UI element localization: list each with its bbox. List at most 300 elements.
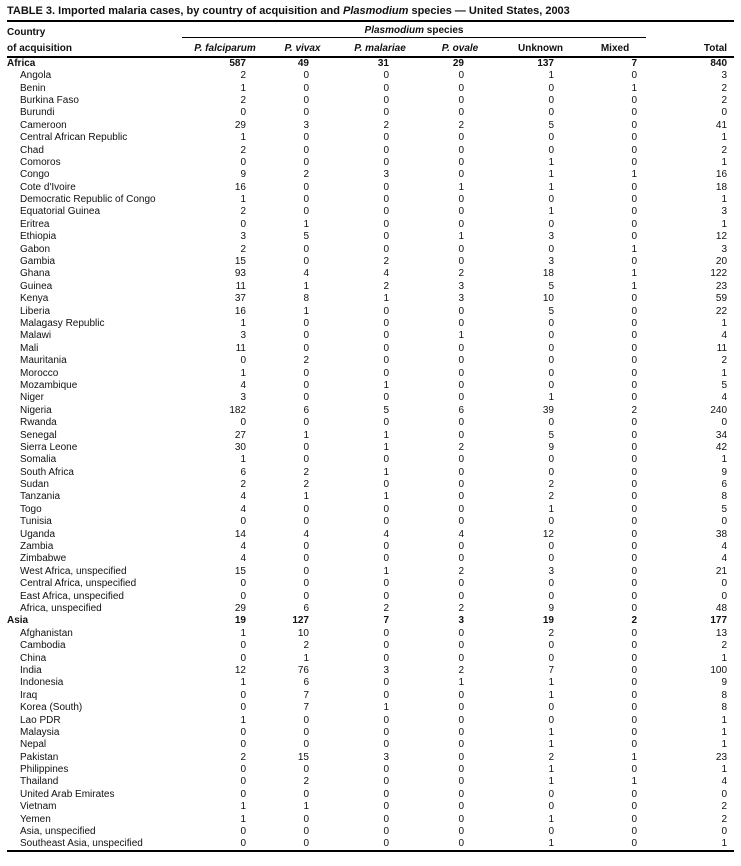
value-cell: 0 <box>458 107 464 119</box>
value-cell: 0 <box>240 218 246 230</box>
value-cell: 34 <box>715 429 728 441</box>
value-cell: 0 <box>383 578 389 590</box>
value-cell: 4 <box>721 776 728 788</box>
value-cell: 0 <box>303 553 309 565</box>
value-cell: 0 <box>631 318 638 329</box>
table-body <box>7 57 734 851</box>
country-cell: Ethiopia <box>20 231 57 243</box>
value-cell: 4 <box>721 392 728 404</box>
table-row <box>7 652 734 664</box>
value-cell: 2 <box>548 479 554 491</box>
table-row <box>7 454 734 466</box>
value-cell: 0 <box>458 132 464 144</box>
country-cell: Senegal <box>20 429 57 441</box>
value-cell: 0 <box>631 764 638 776</box>
value-cell: 1 <box>240 367 246 379</box>
value-cell: 1 <box>548 392 554 404</box>
value-cell: 1 <box>303 218 309 230</box>
value-cell: 0 <box>548 454 554 466</box>
value-cell: 0 <box>303 788 309 800</box>
value-cell: 0 <box>383 181 389 193</box>
value-cell: 0 <box>383 776 389 788</box>
value-cell: 5 <box>303 231 309 243</box>
value-cell: 3 <box>721 206 728 218</box>
value-cell: 0 <box>383 367 389 379</box>
value-cell: 0 <box>383 516 389 528</box>
value-cell: 0 <box>548 82 554 94</box>
value-cell: 0 <box>458 144 464 156</box>
value-cell: 0 <box>303 181 309 193</box>
table-row <box>7 739 734 751</box>
value-cell: 2 <box>240 144 246 156</box>
country-cell: Comoros <box>20 156 61 168</box>
value-cell: 0 <box>631 342 638 354</box>
value-cell: 0 <box>631 541 638 553</box>
value-cell: 0 <box>631 392 638 404</box>
value-cell: 0 <box>240 726 246 738</box>
value-cell: 1 <box>631 751 638 763</box>
value-cell: 4 <box>721 541 728 553</box>
value-cell: 0 <box>548 702 554 714</box>
table-row <box>7 838 734 851</box>
value-cell: 0 <box>631 417 638 429</box>
value-cell: 1 <box>458 677 464 689</box>
country-cell: Thailand <box>20 776 59 788</box>
value-cell: 0 <box>303 194 309 206</box>
value-cell: 0 <box>548 801 554 813</box>
value-cell: 0 <box>303 726 309 738</box>
value-cell: 0 <box>548 826 554 838</box>
value-cell: 0 <box>303 578 309 590</box>
value-cell: 1 <box>548 156 554 168</box>
table-row <box>7 194 734 206</box>
value-cell: 0 <box>631 379 638 391</box>
value-cell: 0 <box>383 479 389 491</box>
value-cell: 0 <box>548 379 554 391</box>
value-cell: 1 <box>721 764 728 776</box>
table-row <box>7 776 734 788</box>
country-cell: Kenya <box>20 293 49 305</box>
value-cell: 0 <box>458 218 464 230</box>
value-cell: 1 <box>631 243 638 255</box>
value-cell: 0 <box>631 590 638 602</box>
value-cell: 0 <box>383 194 389 206</box>
value-cell: 48 <box>715 602 728 614</box>
value-cell: 2 <box>303 169 309 181</box>
value-cell: 2 <box>721 144 728 156</box>
value-cell: 0 <box>631 565 638 577</box>
value-cell: 11 <box>235 280 246 292</box>
value-cell: 39 <box>542 404 554 416</box>
value-cell: 42 <box>715 441 728 453</box>
value-cell: 0 <box>383 144 389 156</box>
country-cell: Democratic Republic of Congo <box>20 194 156 206</box>
value-cell: 1 <box>721 726 728 738</box>
table-row <box>7 789 734 801</box>
value-cell: 0 <box>631 503 638 515</box>
table-row <box>7 132 734 144</box>
value-cell: 0 <box>631 578 638 590</box>
value-cell: 0 <box>240 826 246 838</box>
table-row <box>7 615 734 627</box>
value-cell: 3 <box>548 231 554 243</box>
value-cell: 1 <box>240 813 246 825</box>
table-row <box>7 665 734 677</box>
country-cell: Korea (South) <box>20 702 83 714</box>
value-cell: 0 <box>631 330 638 342</box>
value-cell: 1 <box>383 565 389 577</box>
table-row <box>7 169 734 181</box>
value-cell: 0 <box>631 429 638 441</box>
value-cell: 1 <box>458 181 464 193</box>
value-cell: 12 <box>715 231 728 243</box>
value-cell: 1 <box>240 801 246 813</box>
value-cell: 2 <box>240 206 246 218</box>
table-row <box>7 640 734 652</box>
value-cell: 1 <box>721 652 728 664</box>
country-cell: East Africa, unspecified <box>20 590 124 602</box>
value-cell: 19 <box>542 615 554 627</box>
value-cell: 0 <box>383 689 389 701</box>
table-row <box>7 826 734 838</box>
value-cell: 1 <box>383 441 389 453</box>
value-cell: 2 <box>383 280 389 292</box>
col-header-p-vivax: P. vivax <box>268 38 337 58</box>
country-cell: Mali <box>20 342 39 354</box>
value-cell: 0 <box>548 218 554 230</box>
value-cell: 0 <box>631 528 638 540</box>
value-cell: 11 <box>716 342 728 354</box>
value-cell: 1 <box>458 330 464 342</box>
country-cell: Togo <box>20 503 42 515</box>
document-page <box>7 4 734 852</box>
value-cell: 4 <box>240 379 246 391</box>
country-cell: Zimbabwe <box>20 553 67 565</box>
value-cell: 1 <box>721 739 728 751</box>
value-cell: 0 <box>631 466 638 478</box>
value-cell: 1 <box>721 156 728 168</box>
country-cell: Congo <box>20 169 50 181</box>
value-cell: 0 <box>303 70 309 82</box>
value-cell: 12 <box>234 664 246 676</box>
value-cell: 16 <box>715 169 728 181</box>
value-cell: 5 <box>548 305 554 317</box>
table-row <box>7 330 734 342</box>
country-cell: Central Africa, unspecified <box>20 578 137 590</box>
value-cell: 1 <box>303 491 309 503</box>
value-cell: 0 <box>303 764 309 776</box>
value-cell: 0 <box>303 826 309 838</box>
value-cell: 0 <box>548 578 554 590</box>
value-cell: 0 <box>631 491 638 503</box>
value-cell: 0 <box>383 305 389 317</box>
country-cell: Guinea <box>20 280 53 292</box>
country-cell: China <box>20 652 47 664</box>
value-cell: 0 <box>303 813 309 825</box>
value-cell: 1 <box>548 677 554 689</box>
value-cell: 6 <box>303 404 309 416</box>
species-group-rest: species <box>424 25 464 36</box>
value-cell: 0 <box>383 355 389 367</box>
value-cell: 0 <box>721 826 728 838</box>
value-cell: 2 <box>458 441 464 453</box>
value-cell: 2 <box>721 813 728 825</box>
table-row <box>7 281 734 293</box>
value-cell: 2 <box>458 119 464 131</box>
value-cell: 0 <box>458 640 464 652</box>
value-cell: 0 <box>458 206 464 218</box>
value-cell: 18 <box>715 181 728 193</box>
value-cell: 7 <box>383 615 389 627</box>
value-cell: 0 <box>383 342 389 354</box>
value-cell: 6 <box>458 404 464 416</box>
country-cell: Gabon <box>20 243 51 255</box>
value-cell: 1 <box>303 429 309 441</box>
table-row <box>7 442 734 454</box>
value-cell: 0 <box>303 392 309 404</box>
value-cell: 6 <box>303 602 309 614</box>
value-cell: 0 <box>458 702 464 714</box>
value-cell: 23 <box>715 751 728 763</box>
value-cell: 38 <box>715 528 728 540</box>
value-cell: 1 <box>721 218 728 230</box>
value-cell: 0 <box>548 541 554 553</box>
table-row <box>7 57 734 70</box>
col-header-p-falciparum: P. falciparum <box>182 38 268 58</box>
value-cell: 0 <box>458 764 464 776</box>
value-cell: 0 <box>458 342 464 354</box>
country-cell: Vietnam <box>20 801 57 813</box>
value-cell: 6 <box>303 677 309 689</box>
value-cell: 3 <box>303 119 309 131</box>
value-cell: 0 <box>383 82 389 94</box>
value-cell: 0 <box>383 801 389 813</box>
value-cell: 0 <box>631 739 638 751</box>
value-cell: 0 <box>631 206 638 218</box>
value-cell: 1 <box>303 801 309 813</box>
country-cell: Cambodia <box>20 640 66 652</box>
country-cell: Malagasy Republic <box>20 318 105 329</box>
table-row <box>7 318 734 330</box>
country-cell: Burkina Faso <box>20 94 79 106</box>
value-cell: 1 <box>240 82 246 94</box>
country-cell: Africa, unspecified <box>20 602 102 614</box>
value-cell: 0 <box>548 132 554 144</box>
table-row <box>7 380 734 392</box>
value-cell: 1 <box>383 466 389 478</box>
value-cell: 0 <box>631 305 638 317</box>
value-cell: 4 <box>240 553 246 565</box>
value-cell: 1 <box>548 776 554 788</box>
table-row <box>7 578 734 590</box>
value-cell: 0 <box>631 714 638 726</box>
value-cell: 0 <box>631 144 638 156</box>
value-cell: 0 <box>631 218 638 230</box>
value-cell: 31 <box>377 58 389 69</box>
value-cell: 0 <box>631 119 638 131</box>
value-cell: 0 <box>631 70 638 82</box>
value-cell: 0 <box>303 107 309 119</box>
table-title-suffix: species — United States, 2003 <box>408 5 570 17</box>
value-cell: 2 <box>240 479 246 491</box>
value-cell: 0 <box>631 627 638 639</box>
value-cell: 0 <box>303 243 309 255</box>
value-cell: 0 <box>458 417 464 429</box>
value-cell: 3 <box>458 280 464 292</box>
value-cell: 0 <box>383 243 389 255</box>
value-cell: 1 <box>548 739 554 751</box>
value-cell: 0 <box>631 689 638 701</box>
country-cell: Rwanda <box>20 417 57 429</box>
value-cell: 0 <box>383 627 389 639</box>
value-cell: 0 <box>631 640 638 652</box>
value-cell: 4 <box>303 268 309 280</box>
value-cell: 0 <box>458 82 464 94</box>
value-cell: 0 <box>303 342 309 354</box>
value-cell: 1 <box>383 379 389 391</box>
table-row <box>7 243 734 255</box>
value-cell: 1 <box>548 169 554 181</box>
value-cell: 4 <box>383 268 389 280</box>
table-row <box>7 231 734 243</box>
value-cell: 1 <box>548 206 554 218</box>
country-cell: Asia, unspecified <box>20 826 96 838</box>
value-cell: 0 <box>383 330 389 342</box>
country-cell: Niger <box>20 392 44 404</box>
country-cell: Indonesia <box>20 677 64 689</box>
value-cell: 0 <box>458 516 464 528</box>
value-cell: 0 <box>458 94 464 106</box>
value-cell: 0 <box>383 94 389 106</box>
value-cell: 0 <box>383 838 389 850</box>
table-row <box>7 504 734 516</box>
value-cell: 0 <box>458 838 464 850</box>
value-cell: 0 <box>631 367 638 379</box>
value-cell: 2 <box>303 479 309 491</box>
value-cell: 0 <box>240 838 246 850</box>
value-cell: 1 <box>240 132 246 144</box>
value-cell: 0 <box>240 788 246 800</box>
value-cell: 0 <box>458 194 464 206</box>
value-cell: 3 <box>458 293 464 305</box>
country-cell: Ghana <box>20 268 51 280</box>
col-header-p-malariae: P. malariae <box>337 38 423 58</box>
value-cell: 0 <box>458 379 464 391</box>
value-cell: 0 <box>631 788 638 800</box>
value-cell: 0 <box>548 466 554 478</box>
value-cell: 2 <box>303 776 309 788</box>
country-cell: Lao PDR <box>20 714 61 726</box>
value-cell: 0 <box>631 677 638 689</box>
country-cell: Nigeria <box>20 404 52 416</box>
country-cell: Benin <box>20 82 46 94</box>
value-cell: 0 <box>383 590 389 602</box>
table-row <box>7 541 734 553</box>
value-cell: 0 <box>303 565 309 577</box>
value-cell: 100 <box>710 664 728 676</box>
value-cell: 0 <box>548 243 554 255</box>
value-cell: 3 <box>721 70 728 82</box>
col-header-total-spacer <box>646 22 734 38</box>
value-cell: 2 <box>458 664 464 676</box>
country-cell: Malawi <box>20 330 52 342</box>
country-cell: Malaysia <box>20 726 60 738</box>
value-cell: 0 <box>458 788 464 800</box>
value-cell: 0 <box>548 107 554 119</box>
value-cell: 0 <box>631 726 638 738</box>
value-cell: 1 <box>240 677 246 689</box>
value-cell: 0 <box>458 256 464 268</box>
value-cell: 0 <box>383 392 389 404</box>
value-cell: 2 <box>303 355 309 367</box>
value-cell: 0 <box>548 342 554 354</box>
country-cell: Liberia <box>20 305 51 317</box>
value-cell: 0 <box>303 82 309 94</box>
value-cell: 1 <box>721 132 728 144</box>
value-cell: 2 <box>721 801 728 813</box>
value-cell: 0 <box>631 256 638 268</box>
country-cell: Afghanistan <box>20 627 73 639</box>
value-cell: 2 <box>240 94 246 106</box>
value-cell: 0 <box>383 218 389 230</box>
value-cell: 0 <box>721 417 728 429</box>
value-cell: 0 <box>458 429 464 441</box>
value-cell: 0 <box>458 553 464 565</box>
value-cell: 0 <box>631 838 638 850</box>
table-row <box>7 467 734 479</box>
value-cell: 0 <box>240 640 246 652</box>
country-cell: Sierra Leone <box>20 441 78 453</box>
value-cell: 0 <box>631 801 638 813</box>
table-row <box>7 268 734 280</box>
value-cell: 3 <box>548 565 554 577</box>
value-cell: 0 <box>458 243 464 255</box>
value-cell: 6 <box>721 479 728 491</box>
value-cell: 2 <box>240 70 246 82</box>
value-cell: 10 <box>297 627 309 639</box>
value-cell: 2 <box>240 243 246 255</box>
value-cell: 0 <box>240 776 246 788</box>
malaria-cases-table <box>7 22 734 852</box>
value-cell: 0 <box>458 578 464 590</box>
country-cell: Mauritania <box>20 355 67 367</box>
value-cell: 1 <box>303 305 309 317</box>
value-cell: 0 <box>721 578 728 590</box>
value-cell: 0 <box>458 739 464 751</box>
value-cell: 0 <box>240 689 246 701</box>
value-cell: 0 <box>383 739 389 751</box>
value-cell: 182 <box>229 404 246 416</box>
value-cell: 5 <box>548 119 554 131</box>
value-cell: 0 <box>458 689 464 701</box>
value-cell: 15 <box>297 751 309 763</box>
value-cell: 0 <box>458 454 464 466</box>
table-row <box>7 429 734 441</box>
value-cell: 1 <box>631 268 638 280</box>
value-cell: 0 <box>548 553 554 565</box>
value-cell: 1 <box>383 491 389 503</box>
country-cell: United Arab Emirates <box>20 788 115 800</box>
value-cell: 0 <box>303 379 309 391</box>
value-cell: 0 <box>631 355 638 367</box>
value-cell: 0 <box>631 107 638 119</box>
value-cell: 0 <box>383 503 389 515</box>
value-cell: 0 <box>383 826 389 838</box>
table-row <box>7 590 734 602</box>
col-header-country-line2: of acquisition <box>7 38 182 58</box>
value-cell: 0 <box>383 788 389 800</box>
value-cell: 5 <box>721 503 728 515</box>
